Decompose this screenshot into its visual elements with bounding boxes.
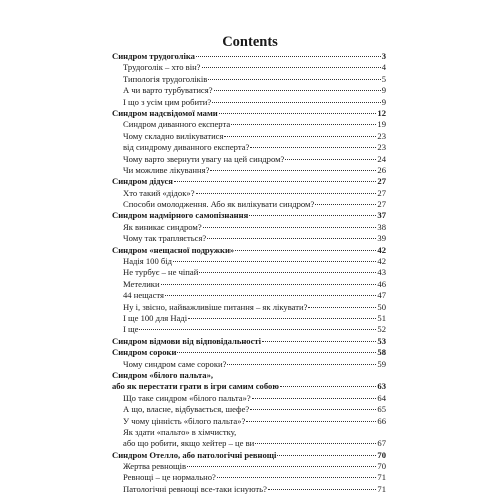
toc-entry-label: Трудоголік – хто він? <box>123 62 201 73</box>
toc-chapter-entry <box>112 108 386 119</box>
toc-section-entry <box>112 97 386 108</box>
toc-page-number: 39 <box>377 233 386 244</box>
toc-page-number: 58 <box>377 347 386 358</box>
toc-section-entry <box>112 85 386 96</box>
toc-entry-label: Синдром відмови від відповідальності <box>112 335 262 346</box>
toc-entry-label: Чи можливе лікування? <box>123 164 210 175</box>
toc-page-number: 71 <box>377 483 386 494</box>
dot-leader <box>224 136 376 137</box>
toc-page-number: 27 <box>377 187 386 198</box>
toc-chapter-entry <box>112 347 386 358</box>
dot-leader <box>250 409 376 410</box>
toc-section-entry <box>112 199 386 210</box>
dot-leader <box>177 352 376 353</box>
toc-entry-label: Метелики <box>123 278 160 289</box>
toc-section-entry <box>112 472 386 483</box>
dot-leader <box>235 250 376 251</box>
toc-page-number: 27 <box>377 199 386 210</box>
dot-leader <box>250 147 376 148</box>
toc-page-number: 12 <box>377 107 386 118</box>
toc-section-entry <box>112 131 386 142</box>
toc-entry-label: 44 нещастя <box>123 290 164 301</box>
toc-section-entry <box>112 233 386 244</box>
toc-entry-label: Ревнощі – це нормально? <box>123 472 216 483</box>
toc-chapter-entry <box>112 370 386 381</box>
toc-page-number: 71 <box>377 472 386 483</box>
toc-section-entry <box>112 165 386 176</box>
toc-section-entry <box>112 256 386 267</box>
toc-section-entry <box>112 119 386 130</box>
toc-entry-label: Хто такий «дідок»? <box>123 187 195 198</box>
toc-page-number: 37 <box>377 210 386 221</box>
toc-chapter-entry <box>112 176 386 187</box>
dot-leader <box>202 67 381 68</box>
toc-page-number: 19 <box>377 119 386 130</box>
toc-entry-label: Надія 100 бід <box>123 256 173 267</box>
toc-chapter-entry <box>112 450 386 461</box>
toc-entry-label: Що таке синдром «білого пальта»? <box>123 392 251 403</box>
toc-section-entry <box>112 438 386 449</box>
toc-page-number: 70 <box>377 461 386 472</box>
dot-leader <box>219 113 377 114</box>
toc-entry-label: Синдром «білого пальта», <box>112 369 214 380</box>
toc-entry-label: Чому складно вилікуватися <box>123 130 224 141</box>
toc-page-number: 24 <box>377 153 386 164</box>
toc-entry-label: Синдром сороки <box>112 347 177 358</box>
toc-section-entry <box>112 279 386 290</box>
toc-entry-label: Синдром надсвідомої мами <box>112 107 218 118</box>
dot-leader <box>210 170 376 171</box>
dot-leader <box>214 90 381 91</box>
dot-leader <box>252 398 377 399</box>
toc-chapter-entry <box>112 381 386 392</box>
dot-leader <box>173 261 376 262</box>
toc-section-entry <box>112 416 386 427</box>
toc-page-number: 42 <box>377 256 386 267</box>
toc-section-entry <box>112 142 386 153</box>
toc-section-entry <box>112 461 386 472</box>
toc-chapter-entry <box>112 245 386 256</box>
toc-page-number: 46 <box>377 278 386 289</box>
toc-page-number: 23 <box>377 142 386 153</box>
toc-entry-label: Патологічні ревнощі все-таки існують? <box>123 483 267 494</box>
dot-leader <box>174 181 376 182</box>
toc-chapter-entry <box>112 51 386 62</box>
toc-section-entry <box>112 393 386 404</box>
toc-entry-label: І ще 100 для Наді <box>123 312 188 323</box>
toc-entry-label: або як перестати грати в ігри самим собою <box>112 381 279 392</box>
toc-section-entry <box>112 427 386 438</box>
toc-entry-label: Синдром Отелло, або патологічні ревнощі <box>112 449 277 460</box>
toc-entry-label: Чому так трапляється? <box>123 233 207 244</box>
toc-section-entry <box>112 62 386 73</box>
toc-page-number: 38 <box>377 221 386 232</box>
toc-page-number: 66 <box>377 415 386 426</box>
toc-page-number: 26 <box>377 164 386 175</box>
dot-leader <box>227 364 376 365</box>
dot-leader <box>196 56 381 57</box>
toc-entry-label: У чому цінність «білого пальта»? <box>123 415 246 426</box>
toc-section-entry <box>112 290 386 301</box>
toc-page-number: 3 <box>381 51 386 61</box>
dot-leader <box>165 295 376 296</box>
toc-page-number: 23 <box>377 130 386 141</box>
toc-page-number: 65 <box>377 404 386 415</box>
toc-page-number: 52 <box>377 324 386 335</box>
toc-entry-label: Синдром «нещасної подружки» <box>112 244 235 255</box>
dot-leader <box>187 466 376 467</box>
toc-section-entry <box>112 484 386 495</box>
dot-leader <box>212 102 380 103</box>
toc-page-number: 42 <box>377 244 386 255</box>
toc-entry-label: від синдрому диванного експерта? <box>123 142 250 153</box>
dot-leader <box>139 329 376 330</box>
toc-page-number: 63 <box>377 381 386 392</box>
toc-entry-label: Синдром диванного експерта <box>123 119 231 130</box>
toc-page-number: 43 <box>377 267 386 278</box>
toc-entry-label: Жертва ревнощів <box>123 461 187 472</box>
toc-page-number: 27 <box>377 176 386 187</box>
toc-entry-label: Як виникає синдром? <box>123 221 202 232</box>
dot-leader <box>280 386 377 387</box>
dot-leader <box>207 238 376 239</box>
dot-leader <box>277 455 376 456</box>
toc-page-number: 4 <box>381 62 386 73</box>
toc-page-number: 64 <box>377 392 386 403</box>
table-of-contents <box>112 51 386 495</box>
dot-leader <box>308 307 376 308</box>
toc-page-number: 53 <box>377 335 386 346</box>
toc-entry-label: Синдром надмірного самопізнання <box>112 210 249 221</box>
toc-page-number: 50 <box>377 301 386 312</box>
dot-leader <box>315 204 376 205</box>
toc-entry-label: І що з усім цим робити? <box>123 96 212 107</box>
toc-chapter-entry <box>112 210 386 221</box>
dot-leader <box>196 193 377 194</box>
toc-page-number: 67 <box>377 438 386 449</box>
dot-leader <box>208 79 380 80</box>
dot-leader <box>161 284 377 285</box>
toc-entry-label: Синдром дідуся <box>112 176 173 187</box>
dot-leader <box>262 341 376 342</box>
toc-section-entry <box>112 324 386 335</box>
dot-leader <box>231 124 376 125</box>
toc-section-entry <box>112 302 386 313</box>
toc-page-number: 9 <box>381 85 386 96</box>
dot-leader <box>255 443 376 444</box>
dot-leader <box>203 227 377 228</box>
dot-leader <box>217 477 377 478</box>
dot-leader <box>268 489 377 490</box>
toc-entry-label: Не турбує – не чіпай <box>123 267 199 278</box>
toc-entry-label: Як здати «пальто» в хімчистку, <box>123 426 237 437</box>
toc-page-number: 70 <box>377 449 386 460</box>
toc-section-entry <box>112 267 386 278</box>
toc-entry-label: Ну і, звісно, найважливіше питання – як лікувати? <box>123 301 308 312</box>
toc-section-entry <box>112 154 386 165</box>
dot-leader <box>249 215 376 216</box>
toc-section-entry <box>112 222 386 233</box>
toc-section-entry <box>112 313 386 324</box>
toc-entry-label: Чому варто звернути увагу на цей синдром? <box>123 153 285 164</box>
toc-chapter-entry <box>112 336 386 347</box>
toc-page-number: 47 <box>377 290 386 301</box>
toc-section-entry <box>112 188 386 199</box>
toc-entry-label: або що робити, якщо хейтер – це ви <box>123 438 255 449</box>
dot-leader <box>246 421 376 422</box>
dot-leader <box>199 272 376 273</box>
toc-page-number: 5 <box>381 73 386 84</box>
toc-section-entry <box>112 404 386 415</box>
toc-entry-label: Синдром трудоголіка <box>112 51 195 61</box>
dot-leader <box>188 318 376 319</box>
toc-entry-label: І ще <box>123 324 139 335</box>
toc-section-entry <box>112 74 386 85</box>
page-title: Contents <box>222 34 278 50</box>
toc-entry-label: Способи омолодження. Або як вилікувати синдром? <box>123 199 315 210</box>
toc-page-number: 51 <box>377 312 386 323</box>
toc-entry-label: А чи варто турбуватися? <box>123 85 213 96</box>
dot-leader <box>285 159 376 160</box>
toc-entry-label: Типологія трудоголіків <box>123 73 208 84</box>
toc-page-number: 59 <box>377 358 386 369</box>
toc-section-entry <box>112 359 386 370</box>
toc-page-number: 9 <box>381 96 386 107</box>
toc-entry-label: А що, власне, відбувається, шефе? <box>123 404 250 415</box>
toc-entry-label: Чому синдром саме сороки? <box>123 358 227 369</box>
